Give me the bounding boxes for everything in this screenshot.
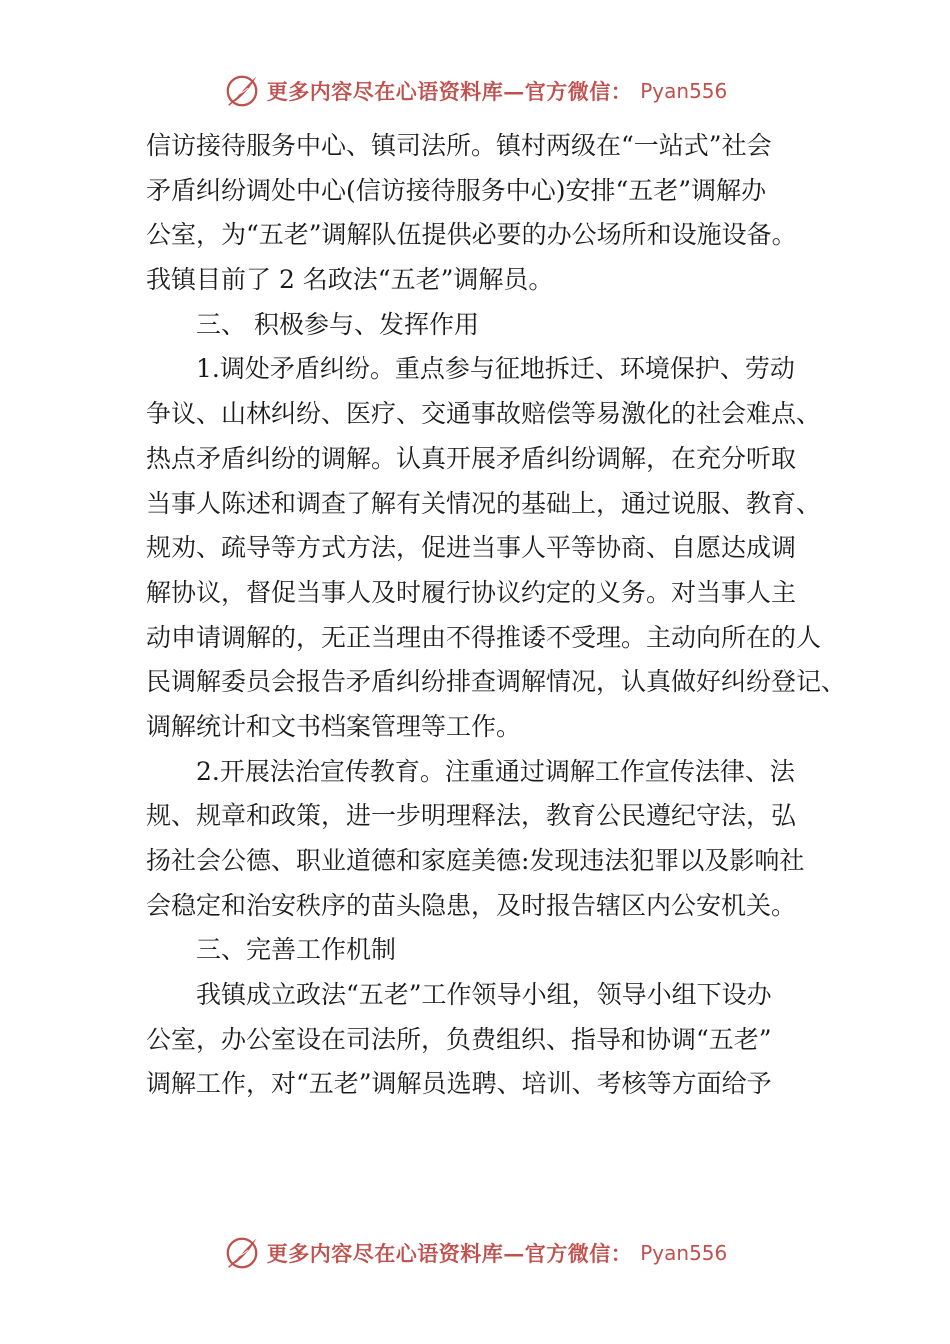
body-line-8: 热点矛盾纠纷的调解。认真开展矛盾纠纷调解，在充分听取 [146, 443, 797, 473]
body-line-6: 1.调处矛盾纠纷。重点参与征地拆迁、环境保护、劳动 [196, 354, 795, 384]
body-line-16: 规、规章和政策，进一步明理释法，教育公民遵纪守法，弘 [146, 801, 797, 831]
body-line-13: 民调解委员会报告矛盾纠纷排查调解情况，认真做好纠纷登记、 [146, 667, 847, 697]
body-line-14: 调解统计和文书档案管理等工作。 [146, 711, 522, 741]
body-line-21: 公室，办公室设在司法所，负费组织、指导和协调“五老” [146, 1024, 772, 1054]
section-heading-mechanism: 三、完善工作机制 [196, 935, 397, 965]
body-line-11: 解协议，督促当事人及时履行协议约定的义务。对当事人主 [146, 577, 797, 607]
body-line-20: 我镇成立政法“五老”工作领导小组，领导小组下设办 [196, 980, 772, 1010]
body-line-12: 动申请调解的，无正当理由不得推诿不受理。主动向所在的人 [146, 622, 822, 652]
watermark-brand-text: 更多内容尽在心语资料库—官方微信： [266, 1241, 633, 1266]
footer-watermark [0, 1234, 950, 1272]
body-line-15: 2.开展法治宣传教育。注重通过调解工作宣传法律、法 [196, 756, 795, 786]
body-line-22: 调解工作，对“五老”调解员选聘、培训、考核等方面给予 [146, 1069, 772, 1099]
watermark-wechat-id: Pyan556 [640, 79, 728, 103]
body-line-3: 公室，为“五老”调解队伍提供必要的办公场所和设施设备。 [146, 220, 797, 250]
feather-pen-circle-icon [223, 72, 261, 110]
body-line-17: 扬社会公德、职业道德和家庭美德:发现违法犯罪以及影响社 [146, 846, 805, 875]
body-line-1: 信访接待服务中心、镇司法所。镇村两级在“一站式”社会 [146, 131, 772, 160]
body-line-9: 当事人陈述和调查了解有关情况的基础上，通过说服、教育、 [146, 488, 822, 518]
document-body [146, 124, 846, 1107]
section-heading-participate: 三、 积极参与、发挥作用 [196, 309, 479, 339]
body-line-2: 矛盾纠纷调处中心(信访接待服务中心)安排“五老”调解办 [146, 175, 767, 205]
watermark-brand-text: 更多内容尽在心语资料库—官方微信： [266, 79, 633, 104]
feather-pen-circle-icon [223, 1234, 261, 1272]
watermark-wechat-id: Pyan556 [640, 1241, 728, 1265]
header-watermark [0, 72, 950, 110]
body-line-18: 会稳定和治安秩序的苗头隐患，及时报告辖区内公安机关。 [146, 890, 797, 920]
body-line-10: 规劝、疏导等方式方法，促进当事人平等协商、自愿达成调 [146, 533, 797, 563]
body-line-7: 争议、山林纠纷、医疗、交通事故赔偿等易激化的社会难点、 [146, 399, 822, 429]
body-line-4: 我镇目前了 2 名政法“五老”调解员。 [146, 265, 554, 295]
